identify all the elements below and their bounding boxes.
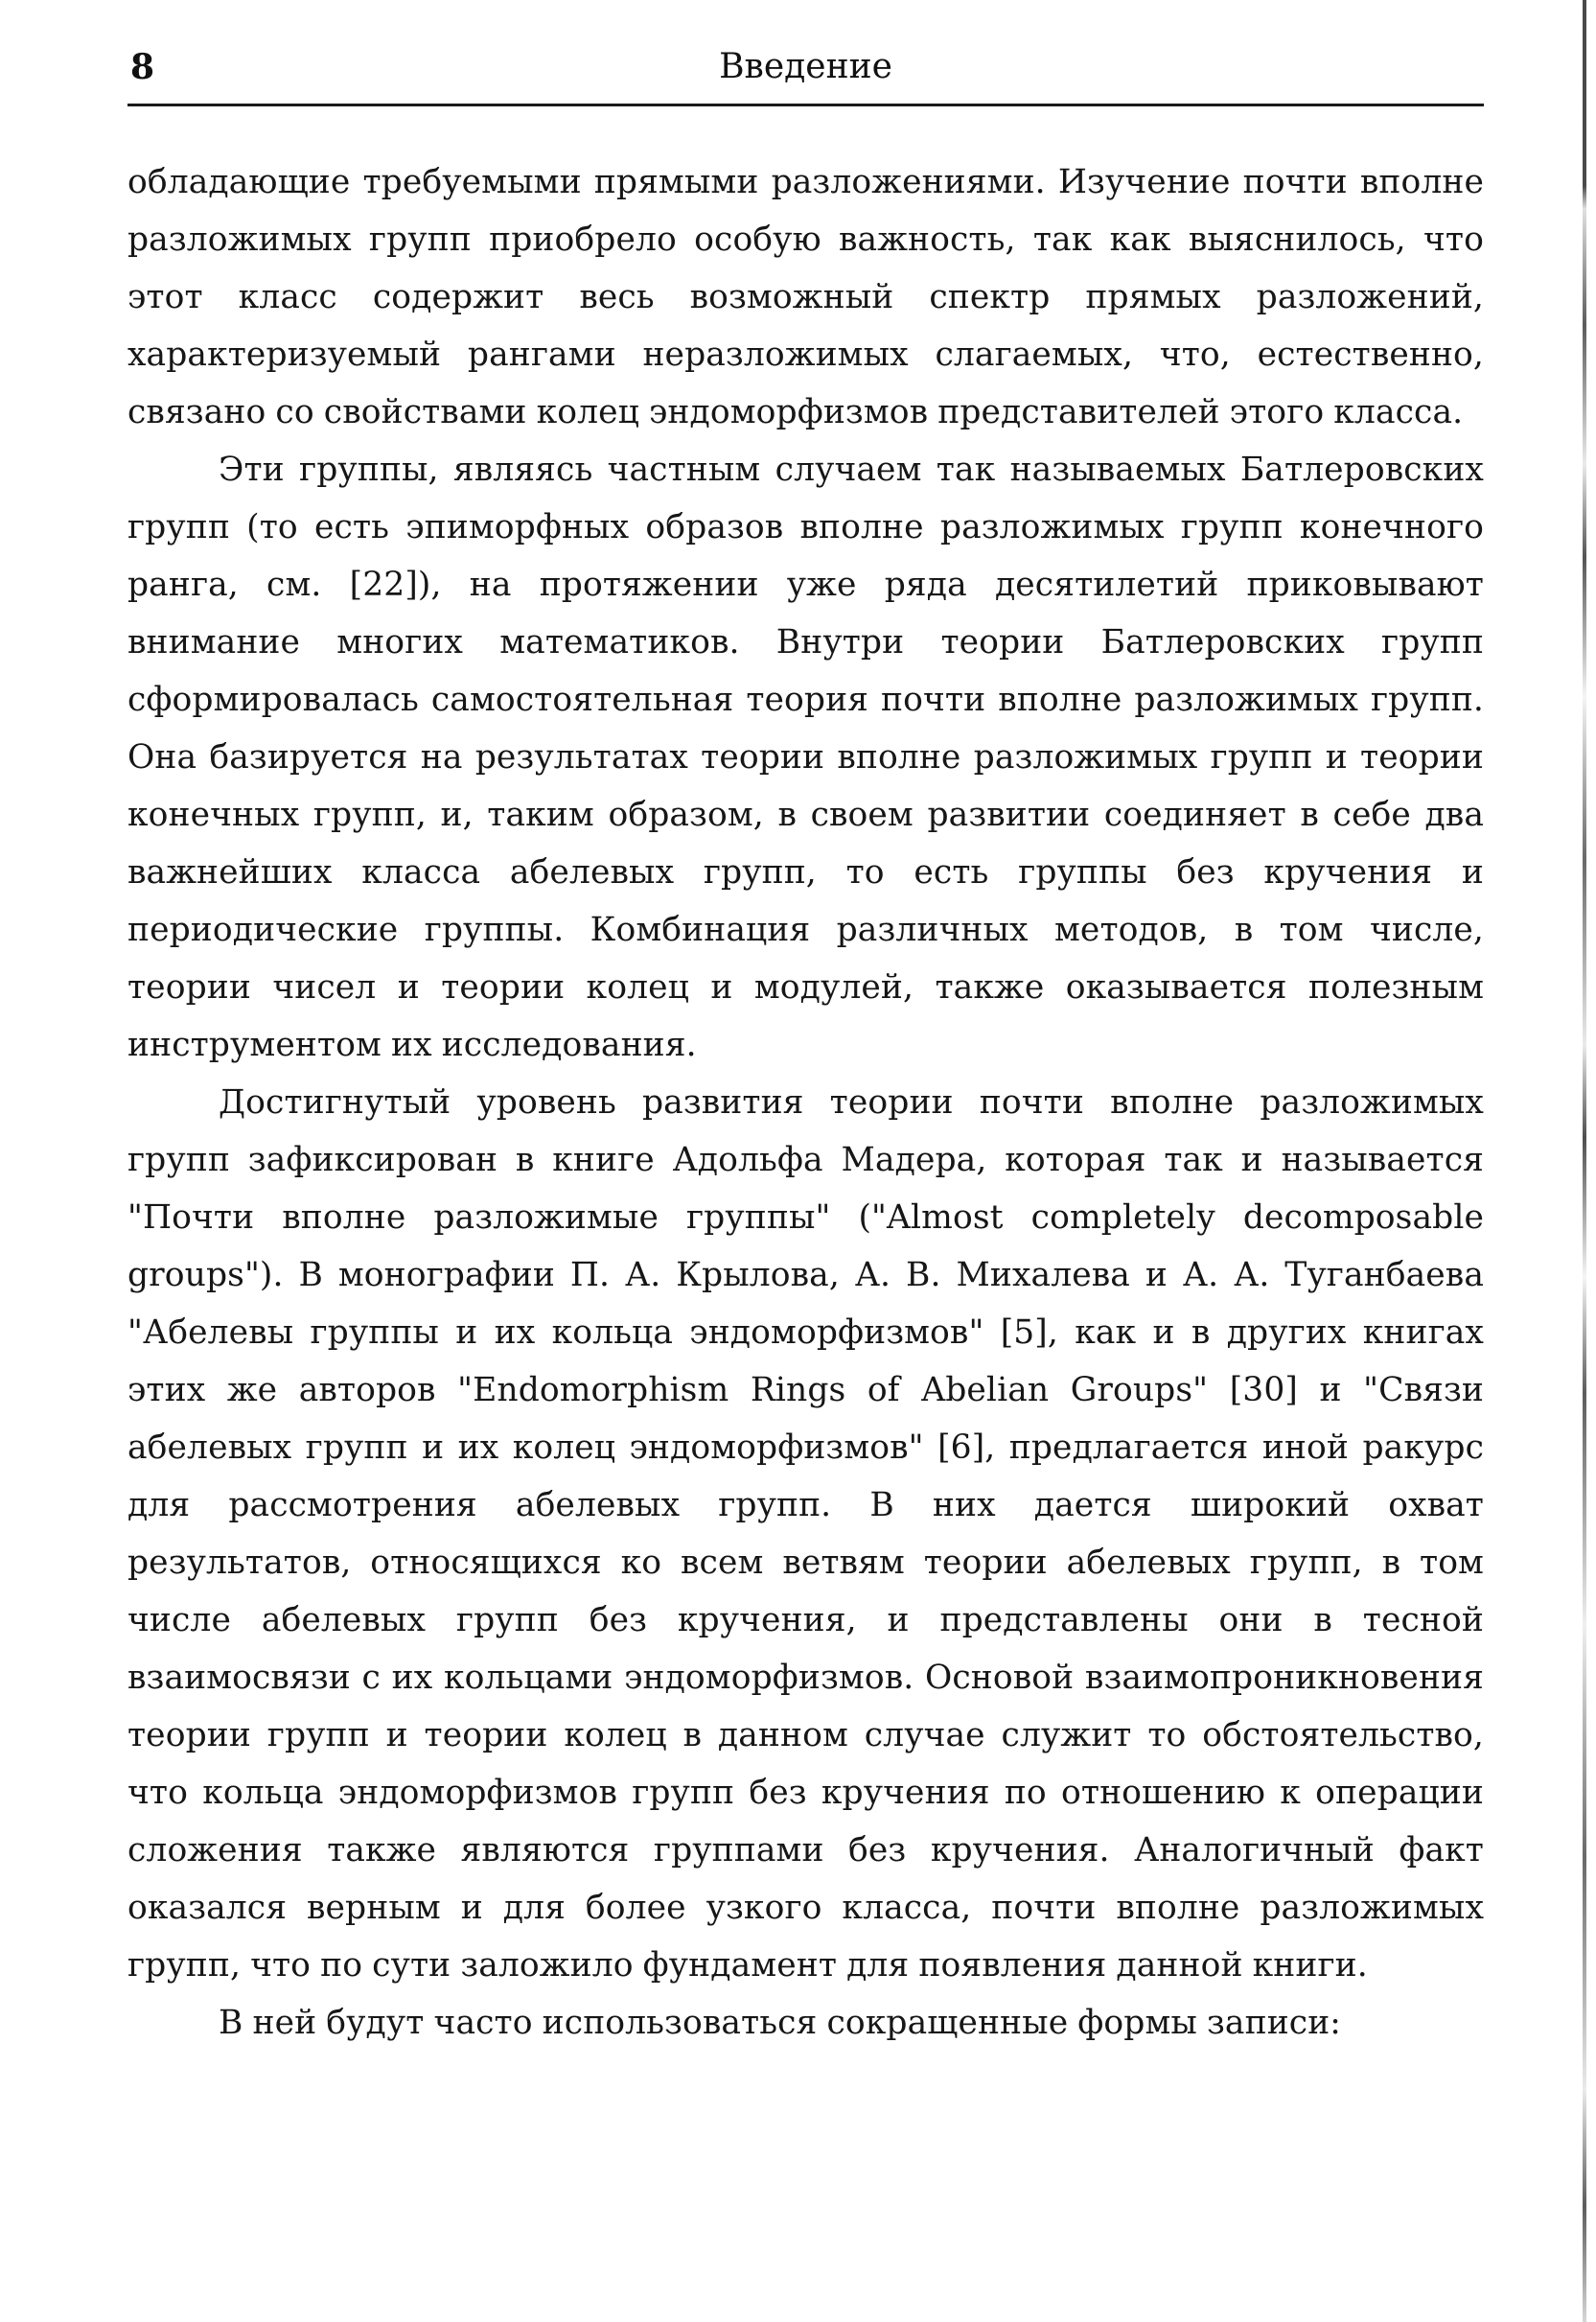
page-number: 8 — [130, 47, 155, 87]
page-header — [127, 36, 1484, 106]
paragraph: В ней будут часто использоваться сокращенные формы записи: — [219, 2004, 1342, 2042]
body-text — [127, 153, 1484, 2052]
scan-edge-shadow — [1583, 0, 1586, 2322]
paragraph: обладающие требуемыми прямыми разложениями. Изучение почти вполне разложимых групп приобрело особую важность, так как выяснилось, что этот класс содержит весь возможный спектр прямых разложений, характеризуемый рангами неразложимых слагаемых, что, естественно, связано со свойствами колец эндоморфизмов представителей этого класса. — [127, 163, 1484, 431]
paragraph: Достигнутый уровень развития теории почти вполне разложимых групп зафиксирован в книге Адольфа Мадера, которая так и называется "Почти вполне разложимые группы" ("Almost completely decomposable groups"). В монографии П. А. Крылова, А. В. Михалева и А. А. Туганбаева "Абелевы группы и их кольца эндоморфизмов" [5], как и в других книгах этих же авторов "Endomorphism Rings of Abelian Groups" [30] и "Связи абелевых групп и их колец эндоморфизмов" [6], предлагается иной ракурс для рассмотрения абелевых групп. В них дается широкий охват результатов, относящихся ко всем ветвям теории абелевых групп, в том числе абелевых групп без кручения, и представлены они в тесной взаимосвязи с их кольцами эндоморфизмов. Основой взаимопроникновения теории групп и теории колец в данном случае служит то обстоятельство, что кольца эндоморфизмов групп без кручения по отношению к операции сложения также являются группами без кручения. Аналогичный факт оказался верным и для более узкого класса, почти вполне разложимых групп, что по сути заложило фундамент для появления данной книги. — [127, 1083, 1484, 1985]
running-title: Введение — [719, 47, 892, 86]
paragraph: Эти группы, являясь частным случаем так называемых Батлеровских групп (то есть эпиморфных образов вполне разложимых групп конечного ранга, см. [22]), на протяжении уже ряда десятилетий приковывают внимание многих математиков. Внутри теории Батлеровских групп сформировалась самостоятельная теория почти вполне разложимых групп. Она базируется на результатах теории вполне разложимых групп и теории конечных групп, и, таким образом, в своем развитии соединяет в себе два важнейших класса абелевых групп, то есть группы без кручения и периодические группы. Комбинация различных методов, в том числе, теории чисел и теории колец и модулей, также оказывается полезным инструментом их исследования. — [127, 451, 1484, 1064]
